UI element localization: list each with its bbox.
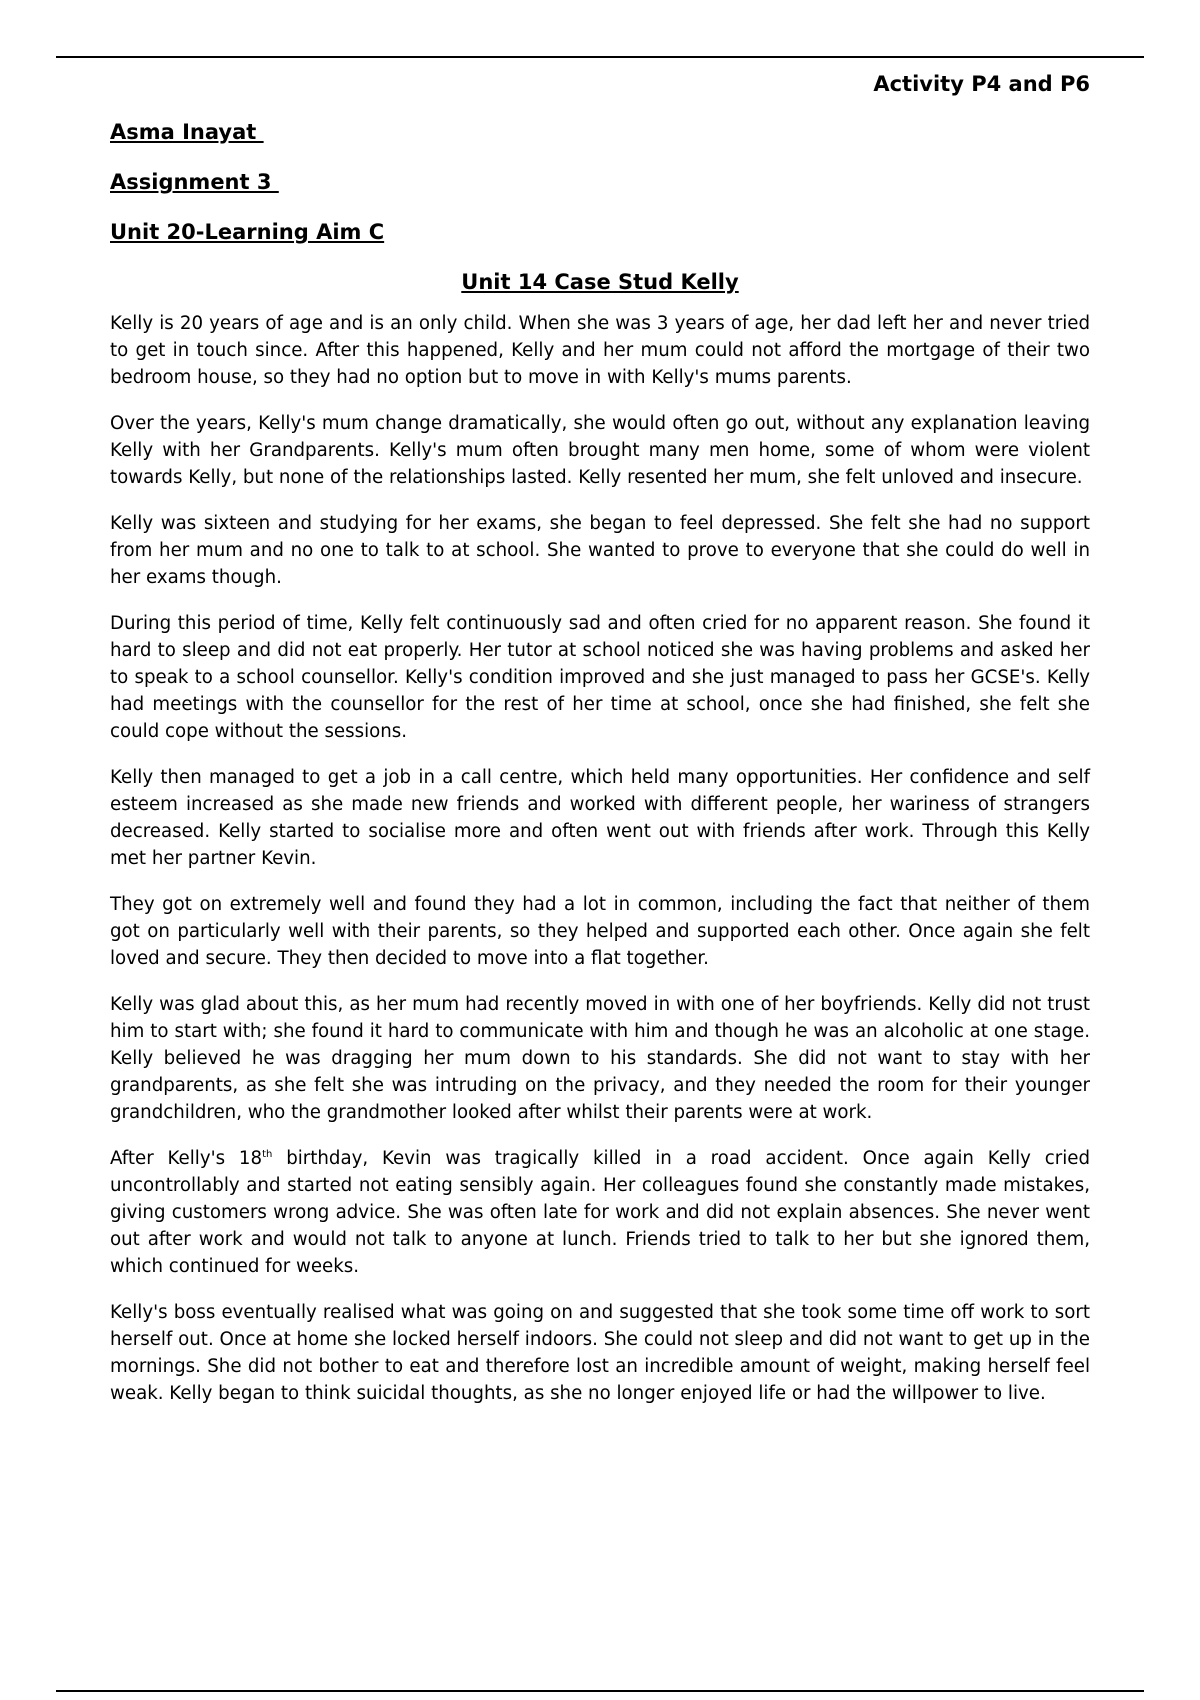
paragraph-counsellor: During this period of time, Kelly felt continuously sad and often cried for no apparent reason. She found it hard to sleep and did not eat properly. Her tutor at school noticed she was having problems and asked her to speak to a school counsellor. Kelly's condition improved and she just managed to pass her GCSE's. Kelly had meetings with the counsellor for the rest of her time at school, once she had finished, she felt she could cope without the sessions. [110,613,1090,742]
document-page [110,70,1090,1426]
bottom-rule [56,1690,1144,1692]
accident-text-rest: birthday, Kevin was tragically killed in a road accident. Once again Kelly cried uncontrollably and started not eating sensibly again. Her colleagues found she constantly made mistakes, giving customers wrong advice. She was often late for work and did not explain absences. She never went out after work and would not talk to anyone at lunch. Friends tried to talk to her but she ignored them, which continued for weeks. [110,1148,1090,1277]
paragraph-exams: Kelly was sixteen and studying for her exams, she began to feel depressed. She felt she had no support from her mum and no one to talk to at school. She wanted to prove to everyone that she could do well in her exams though. [110,513,1090,588]
ordinal-suffix: th [262,1149,273,1160]
paragraph-background: Kelly is 20 years of age and is an only child. When she was 3 years of age, her dad left her and never tried to get in touch since. After this happened, Kelly and her mum could not afford the mortgage of their two bedroom house, so they had no option but to move in with Kelly's mums parents. [110,313,1090,388]
top-rule [56,56,1144,58]
case-study-title: Unit 14 Case Stud Kelly [461,270,739,294]
assignment-label: Assignment 3 [110,170,279,194]
paragraph-call-centre: Kelly then managed to get a job in a call centre, which held many opportunities. Her confidence and self esteem increased as she made new friends and worked with different people, her wariness of strangers decreased. Kelly started to socialise more and often went out with friends after work. Through this Kelly met her partner Kevin. [110,767,1090,869]
paragraph-flat: Kelly was glad about this, as her mum had recently moved in with one of her boyfriends. Kelly did not trust him to start with; she found it hard to communicate with him and though he was an alcoholic at one stage. Kelly believed he was dragging her mum down to his standards. She did not want to stay with her grandparents, as she felt she was intruding on the privacy, and they needed the room for their younger grandchildren, who the grandmother looked after whilst their parents were at work. [110,994,1090,1123]
unit-label: Unit 20-Learning Aim C [110,220,385,244]
student-name: Asma Inayat [110,120,264,144]
paragraph-kevin: They got on extremely well and found they had a lot in common, including the fact that neither of them got on particularly well with their parents, so they helped and supported each other. Once again she felt loved and secure. They then decided to move into a flat together. [110,894,1090,969]
paragraph-accident [110,1145,1090,1280]
accident-text-start: After Kelly's 18 [110,1148,263,1169]
paragraph-mum-change: Over the years, Kelly's mum change dramatically, she would often go out, without any explanation leaving Kelly with her Grandparents. Kelly's mum often brought many men home, some of whom were violent towards Kelly, but none of the relationships lasted. Kelly resented her mum, she felt unloved and insecure. [110,413,1090,488]
paragraph-boss: Kelly's boss eventually realised what was going on and suggested that she took some time off work to sort herself out. Once at home she locked herself indoors. She could not sleep and did not want to get up in the mornings. She did not bother to eat and therefore lost an incredible amount of weight, making herself feel weak. Kelly began to think suicidal thoughts, as she no longer enjoyed life or had the willpower to live. [110,1302,1090,1404]
activity-label: Activity P4 and P6 [873,72,1090,96]
